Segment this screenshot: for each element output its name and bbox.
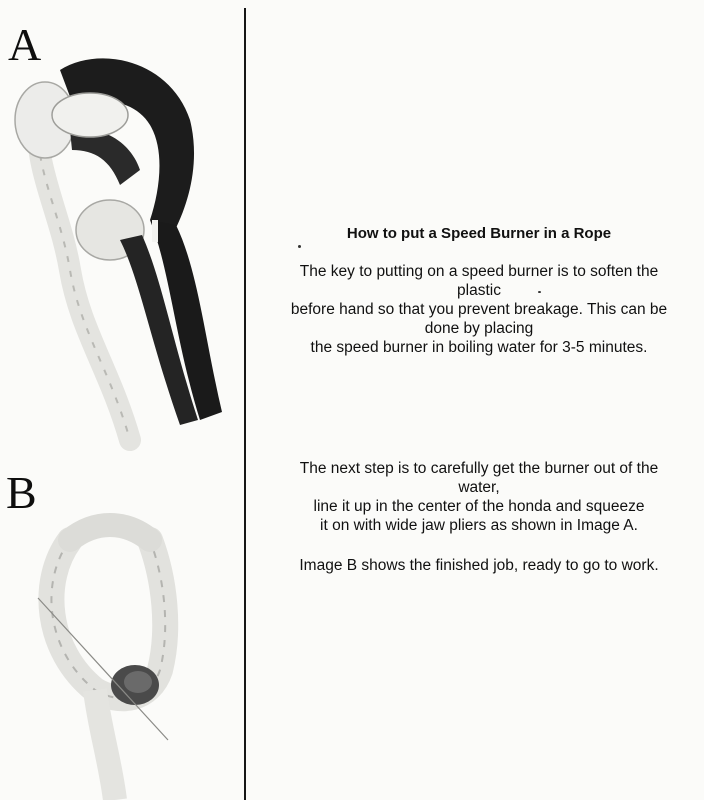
paragraph-soften-plastic bbox=[256, 262, 702, 357]
finished-rope-honda-image bbox=[0, 500, 240, 800]
text-line: done by placing bbox=[424, 320, 534, 337]
text-line: Image B shows the finished job, ready to go to work. bbox=[299, 557, 659, 574]
scan-speck bbox=[538, 291, 541, 293]
text-line: the speed burner in boiling water for 3-5 minutes. bbox=[310, 339, 648, 356]
column-divider bbox=[244, 8, 246, 800]
paragraph-finished-job bbox=[256, 556, 702, 575]
text-line: plastic bbox=[457, 282, 501, 299]
text-line: line it up in the center of the honda and squeeze bbox=[313, 498, 645, 515]
text-line: water, bbox=[458, 479, 500, 496]
text-line: The next step is to carefully get the burner out of the bbox=[299, 460, 659, 477]
text-line: it on with wide jaw pliers as shown in Image A. bbox=[320, 517, 638, 534]
pliers-on-rope-image bbox=[0, 40, 240, 460]
article-heading: How to put a Speed Burner in a Rope bbox=[346, 225, 612, 242]
figure-a-label: A bbox=[8, 19, 42, 70]
scan-speck bbox=[298, 245, 301, 248]
text-line: before hand so that you prevent breakage. This can be bbox=[290, 301, 668, 318]
text-line: The key to putting on a speed burner is to soften the bbox=[299, 263, 659, 280]
figure-b-label: B bbox=[6, 467, 37, 518]
paragraph-next-step bbox=[256, 459, 702, 535]
